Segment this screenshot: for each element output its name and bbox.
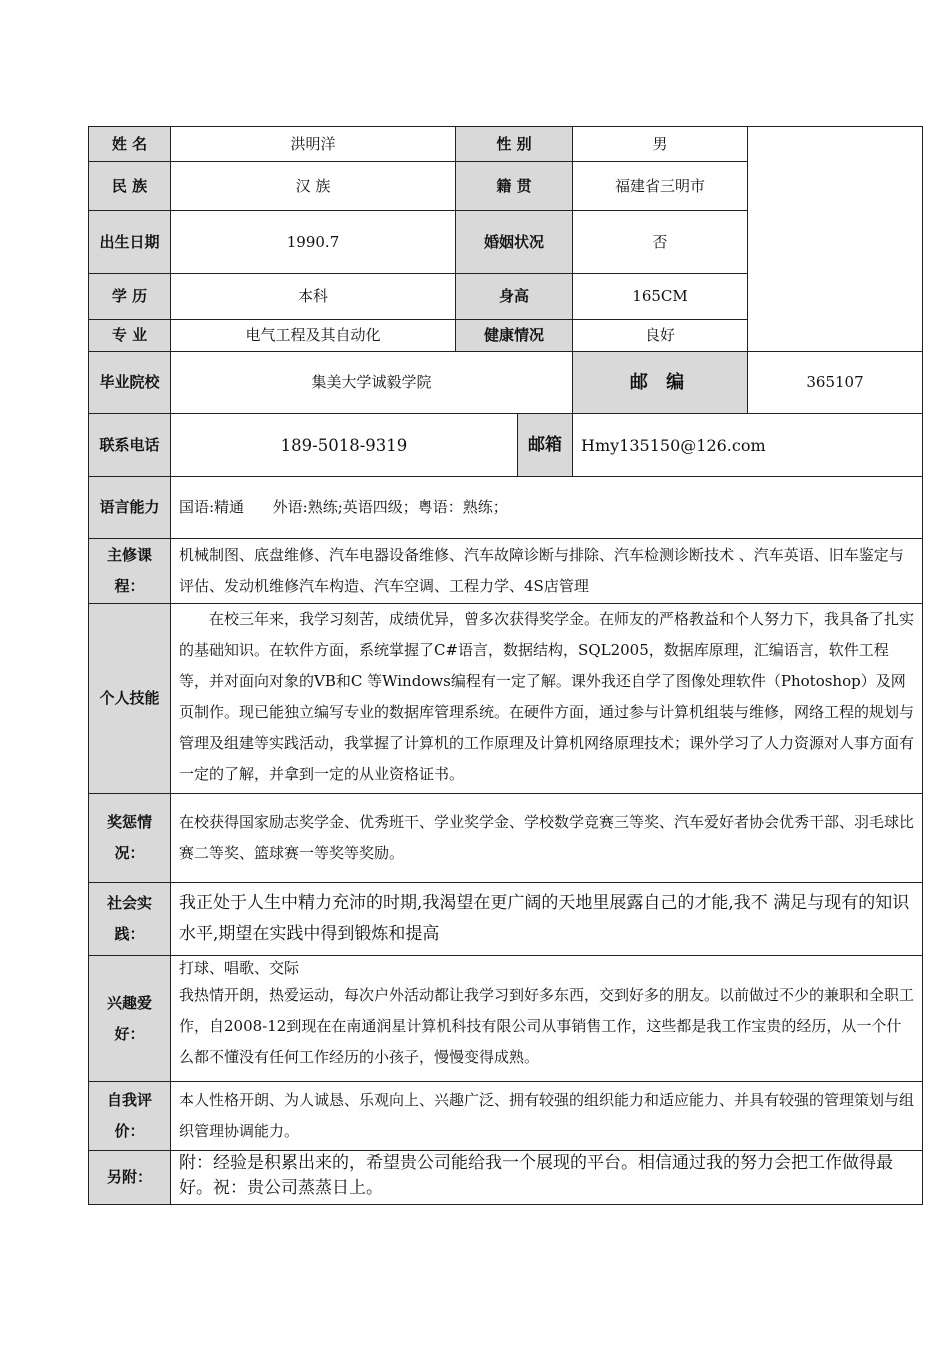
phone-label: 联系电话 [89,414,171,477]
resume-form [88,126,922,1205]
resume-table [88,126,923,1205]
education-label: 学 历 [89,274,171,320]
marital-value: 否 [573,211,748,274]
school-value: 集美大学诚毅学院 [171,352,573,414]
awards-value: 在校获得国家励志奖学金、优秀班干、学业奖学金、学校数学竞赛三等奖、汽车爱好者协会优秀干部、羽毛球比赛二等奖、篮球赛一等奖等奖励。 [171,794,923,883]
hobby-description: 我热情开朗，热爱运动，每次户外活动都让我学习到好多东西，交到好多的朋友。以前做过不少的兼职和全职工作，自2008-12到现在在南通润星计算机科技有限公司从事销售工作，这些都是我工作宝贵的经历，从一个什么都不懂没有任何工作经历的小孩子，慢慢变得成熟。 [179,986,915,1066]
self-value: 本人性格开朗、为人诚恳、乐观向上、兴趣广泛、拥有较强的组织能力和适应能力、并具有较强的管理策划与组织管理协调能力。 [171,1082,923,1151]
row-hobby [89,956,923,1082]
row-awards [89,794,923,883]
row-courses [89,539,923,604]
photo-area [748,127,923,352]
row-name [89,127,923,162]
courses-label: 主修课程： [89,539,171,604]
major-label: 专 业 [89,320,171,352]
row-contact [89,414,923,477]
native-label: 籍 贯 [456,162,573,211]
extra-value: 附：经验是积累出来的，希望贵公司能给我一个展现的平台。相信通过我的努力会把工作做得最好。祝：贵公司蒸蒸日上。 [171,1151,923,1205]
hobby-list: 打球、唱歌、交际 [179,959,300,977]
health-value: 良好 [573,320,748,352]
row-language [89,477,923,539]
practice-label: 社会实践： [89,883,171,956]
gender-value: 男 [573,127,748,162]
language-value: 国语:精通 外语:熟练;英语四级；粤语：熟练； [171,477,923,539]
marital-label: 婚姻状况 [456,211,573,274]
awards-label: 奖惩情况： [89,794,171,883]
ethnicity-value: 汉 族 [171,162,456,211]
skills-label: 个人技能 [89,604,171,794]
row-extra [89,1151,923,1205]
height-label: 身高 [456,274,573,320]
ethnicity-label: 民 族 [89,162,171,211]
skills-value: 在校三年来，我学习刻苦，成绩优异，曾多次获得奖学金。在师友的严格教益和个人努力下，我具备了扎实的基础知识。在软件方面，系统掌握了C#语言，数据结构，SQL2005，数据库原理，汇编语言，软件工程等，并对面向对象的VB和C 等Windows编程有一定了解。课外我还自学了图像处理软件（Photoshop）及网页制作。现已能独立编写专业的数据库管理系统。在硬件方面，通过参与计算机组装与维修，网络工程的规划与管理及组建等实践活动，我掌握了计算机的工作原理及计算机网络原理技术；课外学习了人力资源对人事方面有一定的了解，并拿到一定的从业资格证书。 [171,604,923,794]
school-label: 毕业院校 [89,352,171,414]
hobby-label: 兴趣爱好： [89,956,171,1082]
postcode-label: 邮 编 [573,352,748,414]
practice-value: 我正处于人生中精力充沛的时期,我渴望在更广阔的天地里展露自己的才能,我不 满足与现有的知识水平,期望在实践中得到锻炼和提高 [171,883,923,956]
hobby-cell [171,956,923,1082]
email-value: Hmy135150@126.com [573,414,923,477]
postcode-value: 365107 [748,352,923,414]
row-skills [89,604,923,794]
name-value: 洪明洋 [171,127,456,162]
email-label: 邮箱 [518,414,573,477]
height-value: 165CM [573,274,748,320]
row-school [89,352,923,414]
name-label: 姓 名 [89,127,171,162]
language-label: 语言能力 [89,477,171,539]
courses-value: 机械制图、底盘维修、汽车电器设备维修、汽车故障诊断与排除、汽车检测诊断技术 、汽车英语、旧车鉴定与评估、发动机维修汽车构造、汽车空调、工程力学、4S店管理 [171,539,923,604]
education-value: 本科 [171,274,456,320]
health-label: 健康情况 [456,320,573,352]
major-value: 电气工程及其自动化 [171,320,456,352]
birth-label: 出生日期 [89,211,171,274]
extra-label: 另附： [89,1151,171,1205]
row-practice [89,883,923,956]
native-value: 福建省三明市 [573,162,748,211]
birth-value: 1990.7 [171,211,456,274]
self-label: 自我评价： [89,1082,171,1151]
gender-label: 性 别 [456,127,573,162]
row-self [89,1082,923,1151]
phone-value: 189-5018-9319 [171,414,518,477]
